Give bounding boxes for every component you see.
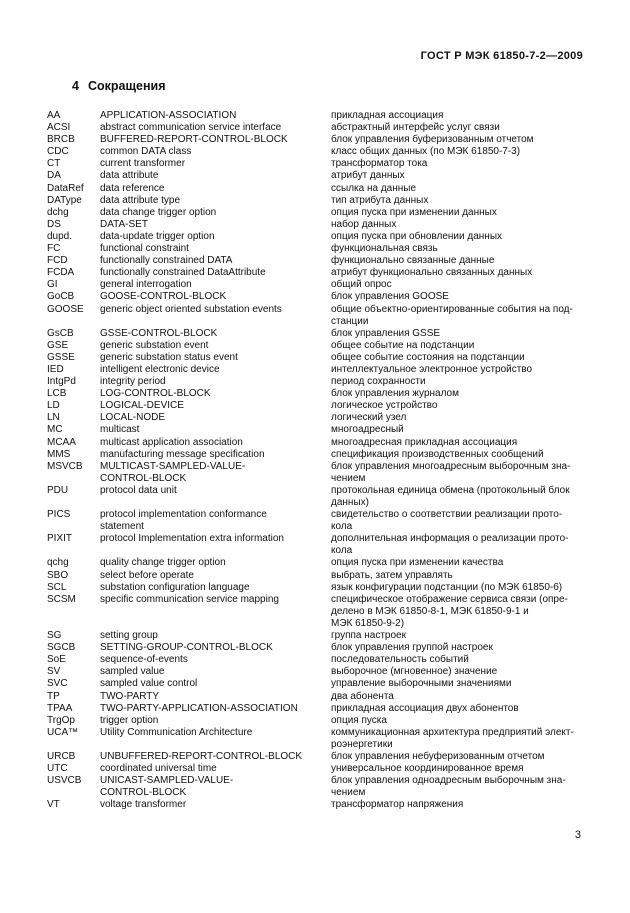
abbreviation: USVCB — [47, 775, 82, 787]
abbreviation: IED — [47, 363, 64, 375]
abbreviation-row — [47, 582, 592, 594]
russian-term: логическое устройство — [331, 400, 438, 412]
english-term: multicast application association — [100, 436, 243, 448]
abbreviation: PIXIT — [47, 533, 73, 545]
english-term: specific communication service mapping — [100, 593, 279, 605]
abbreviation-row — [47, 727, 592, 751]
russian-term: многоадресный — [331, 424, 404, 436]
abbreviation: SCSM — [47, 593, 76, 605]
english-term: MULTICAST-SAMPLED-VALUE- CONTROL-BLOCK — [100, 460, 246, 484]
section-number: 4 — [72, 79, 79, 93]
abbreviation: SV — [47, 666, 61, 678]
abbreviation-row — [47, 763, 592, 775]
abbreviation: LCB — [47, 388, 67, 400]
abbreviation-row — [47, 630, 592, 642]
abbreviation: GOOSE — [47, 303, 84, 315]
abbreviation: CDC — [47, 146, 69, 158]
abbreviation-row — [47, 654, 592, 666]
english-term: LOG-CONTROL-BLOCK — [100, 388, 211, 400]
section-title: Сокращения — [87, 79, 166, 93]
russian-term: функционально связанные данные — [331, 255, 495, 267]
russian-term: коммуникационная архитектура предприятий элект- роэнергетики — [331, 726, 574, 750]
abbreviation-row — [47, 715, 592, 727]
abbreviation: FC — [47, 243, 61, 255]
russian-term: класс общих данных (по МЭК 61850-7-3) — [331, 146, 521, 158]
russian-term: трансформатор напряжения — [331, 799, 464, 811]
english-term: APPLICATION-ASSOCIATION — [100, 110, 237, 121]
russian-term: блок управления небуферизованным отчетом — [331, 750, 545, 762]
russian-term: прикладная ассоциация — [331, 110, 444, 121]
english-term: functionally constrained DataAttribute — [100, 267, 266, 279]
russian-term: блок управления журналом — [331, 388, 459, 400]
abbreviation: MSVCB — [47, 460, 83, 472]
abbreviation-row — [47, 678, 592, 690]
document-header: ГОСТ Р МЭК 61850-7-2—2009 — [420, 50, 583, 62]
abbreviation-row — [47, 449, 592, 461]
abbreviation-row — [47, 231, 592, 243]
abbreviation-row — [47, 666, 592, 678]
abbreviation-row — [47, 207, 592, 219]
abbreviation: PDU — [47, 484, 69, 496]
russian-term: блок управления группой настроек — [331, 642, 493, 654]
abbreviation-row — [47, 304, 592, 328]
abbreviation: SoE — [47, 654, 66, 666]
english-term: data reference — [100, 182, 165, 194]
russian-term: опция пуска при обновлении данных — [331, 230, 503, 242]
english-term: protocol implementation conformance statement — [100, 509, 267, 533]
abbreviation: LD — [47, 400, 60, 412]
abbreviation: dupd. — [47, 230, 73, 242]
abbreviation-row — [47, 352, 592, 364]
english-term: functional constraint — [100, 243, 189, 255]
abbreviation: DataRef — [47, 182, 84, 194]
abbreviation-row — [47, 219, 592, 231]
abbreviation-row — [47, 691, 592, 703]
russian-term: блок управления буферизованным отчетом — [331, 134, 534, 146]
russian-term: общее событие на подстанции — [331, 339, 475, 351]
russian-term: выбрать, затем управлять — [331, 569, 453, 581]
english-term: generic object oriented substation events — [100, 303, 282, 315]
abbreviation: ACSI — [47, 122, 71, 134]
russian-term: общие объектно-ориентированные события на под- станции — [331, 303, 573, 327]
english-term: current transformer — [100, 158, 186, 170]
abbreviation-row — [47, 146, 592, 158]
russian-term: свидетельство о соответствии реализации прото- кола — [331, 509, 563, 533]
abbreviation: URCB — [47, 750, 76, 762]
abbreviation-row — [47, 255, 592, 267]
english-term: Utility Communication Architecture — [100, 726, 253, 738]
abbreviation: GsCB — [47, 327, 74, 339]
abbreviation-row — [47, 279, 592, 291]
abbreviation-row — [47, 412, 592, 424]
english-term: common DATA class — [100, 146, 192, 158]
abbreviation: GI — [47, 279, 58, 291]
abbreviation-row — [47, 364, 592, 376]
abbreviation-row — [47, 158, 592, 170]
abbreviation-row — [47, 243, 592, 255]
abbreviation: VT — [47, 799, 60, 811]
english-term: DATA-SET — [100, 218, 148, 230]
russian-term: тип атрибута данных — [331, 194, 429, 206]
abbreviation-row — [47, 751, 592, 763]
abbreviation-row — [47, 533, 592, 557]
abbreviation: DA — [47, 170, 61, 182]
abbreviation-row — [47, 291, 592, 303]
english-term: quality change trigger option — [100, 557, 226, 569]
russian-term: набор данных — [331, 218, 397, 230]
abbreviation-row — [47, 110, 592, 122]
english-term: protocol data unit — [100, 484, 177, 496]
english-term: TWO-PARTY — [100, 690, 160, 702]
abbreviation-row — [47, 799, 592, 811]
abbreviation: LN — [47, 412, 60, 424]
abbreviation-row — [47, 400, 592, 412]
russian-term: атрибут данных — [331, 170, 405, 182]
russian-term: спецификация производственных сообщений — [331, 448, 544, 460]
page-number: 3 — [574, 829, 581, 841]
english-term: general interrogation — [100, 279, 192, 291]
russian-term: выборочное (мгновенное) значение — [331, 666, 498, 678]
abbreviation-row — [47, 703, 592, 715]
abbreviation-row — [47, 195, 592, 207]
russian-term: логический узел — [331, 412, 407, 424]
english-term: intelligent electronic device — [100, 363, 220, 375]
english-term: SETTING-GROUP-CONTROL-BLOCK — [100, 642, 273, 654]
english-term: functionally constrained DATA — [100, 255, 233, 267]
abbreviation-row — [47, 183, 592, 195]
english-term: integrity period — [100, 376, 166, 388]
russian-term: два абонента — [331, 690, 394, 702]
abbreviation: BRCB — [47, 134, 75, 146]
english-term: sampled value — [100, 666, 165, 678]
abbreviation-row — [47, 424, 592, 436]
english-term: LOGICAL-DEVICE — [100, 400, 184, 412]
english-term: manufacturing message specification — [100, 448, 265, 460]
english-term: data attribute — [100, 170, 159, 182]
russian-term: блок управления GSSE — [331, 327, 441, 339]
english-term: protocol Implementation extra information — [100, 533, 284, 545]
abbreviation: PICS — [47, 509, 71, 521]
abbreviation: MC — [47, 424, 63, 436]
english-term: multicast — [100, 424, 140, 436]
abbreviation-row — [47, 437, 592, 449]
english-term: abstract communication service interface — [100, 122, 282, 134]
russian-term: абстрактный интерфейс услуг связи — [331, 122, 500, 134]
abbreviation: qchg — [47, 557, 69, 569]
russian-term: язык конфигурации подстанции (по МЭК 61850-6) — [331, 581, 563, 593]
english-term: setting group — [100, 630, 158, 642]
english-term: trigger option — [100, 714, 159, 726]
russian-term: атрибут функционально связанных данных — [331, 267, 533, 279]
abbreviation: FCDA — [47, 267, 75, 279]
english-term: data change trigger option — [100, 206, 217, 218]
russian-term: трансформатор тока — [331, 158, 428, 170]
english-term: TWO-PARTY-APPLICATION-ASSOCIATION — [100, 702, 298, 714]
abbreviation-row — [47, 388, 592, 400]
abbreviation-row — [47, 485, 592, 509]
russian-term: интеллектуальное электронное устройство — [331, 363, 533, 375]
russian-term: управление выборочными значениями — [331, 678, 512, 690]
section-heading — [72, 79, 166, 93]
abbreviation: MMS — [47, 448, 71, 460]
abbreviation: TP — [47, 690, 60, 702]
english-term: GSSE-CONTROL-BLOCK — [100, 327, 218, 339]
abbreviation-row — [47, 340, 592, 352]
russian-term: общее событие состояния на подстанции — [331, 351, 525, 363]
english-term: GOOSE-CONTROL-BLOCK — [100, 291, 227, 303]
abbreviation: TPAA — [47, 702, 73, 714]
russian-term: период сохранности — [331, 376, 426, 388]
english-term: generic substation event — [100, 339, 209, 351]
abbreviation-row — [47, 328, 592, 340]
abbreviation-row — [47, 642, 592, 654]
abbreviation-row — [47, 376, 592, 388]
russian-term: ссылка на данные — [331, 182, 417, 194]
english-term: select before operate — [100, 569, 194, 581]
abbreviation: GoCB — [47, 291, 75, 303]
russian-term: прикладная ассоциация двух абонентов — [331, 702, 519, 714]
abbreviation: SBO — [47, 569, 69, 581]
english-term: sampled value control — [100, 678, 198, 690]
russian-term: блок управления GOOSE — [331, 291, 449, 303]
english-term: data-update trigger option — [100, 230, 215, 242]
abbreviation-row — [47, 594, 592, 630]
russian-term: последовательность событий — [331, 654, 469, 666]
abbreviation: SGCB — [47, 642, 76, 654]
russian-term: общий опрос — [331, 279, 392, 291]
abbreviation-row — [47, 170, 592, 182]
russian-term: блок управления многоадресным выборочным зна- чением — [331, 460, 571, 484]
abbreviation: UCA™ — [47, 726, 79, 738]
russian-term: блок управления одноадресным выборочным зна- чением — [331, 775, 566, 799]
abbreviation: DS — [47, 218, 61, 230]
abbreviation: CT — [47, 158, 61, 170]
abbreviation: AA — [47, 110, 61, 121]
english-term: generic substation status event — [100, 351, 238, 363]
english-term: substation configuration language — [100, 581, 250, 593]
abbreviation: SVC — [47, 678, 68, 690]
russian-term: специфическое отображение сервиса связи (опре- делено в МЭК 61850-8-1, МЭК 61850-9-1 и МЭК 61850-9-2) — [331, 593, 568, 629]
russian-term: группа настроек — [331, 630, 406, 642]
russian-term: опция пуска — [331, 714, 387, 726]
english-term: UNICAST-SAMPLED-VALUE- CONTROL-BLOCK — [100, 775, 234, 799]
abbreviation-row — [47, 775, 592, 799]
russian-term: дополнительная информация о реализации прото- кола — [331, 533, 569, 557]
abbreviation: dchg — [47, 206, 69, 218]
abbreviation: GSSE — [47, 351, 75, 363]
abbreviation-row — [47, 509, 592, 533]
english-term: LOCAL-NODE — [100, 412, 166, 424]
abbreviation: MCAA — [47, 436, 76, 448]
russian-term: опция пуска при изменении качества — [331, 557, 504, 569]
abbreviation: UTC — [47, 763, 68, 775]
russian-term: опция пуска при изменении данных — [331, 206, 497, 218]
abbreviation-row — [47, 570, 592, 582]
russian-term: функциональная связь — [331, 243, 438, 255]
abbreviation-list — [47, 110, 592, 811]
abbreviation: IntgPd — [47, 376, 76, 388]
abbreviation-row — [47, 461, 592, 485]
english-term: voltage transformer — [100, 799, 187, 811]
abbreviation-row — [47, 134, 592, 146]
abbreviation: TrgOp — [47, 714, 75, 726]
abbreviation-row — [47, 557, 592, 569]
abbreviation: SCL — [47, 581, 67, 593]
abbreviation-row — [47, 267, 592, 279]
english-term: sequence-of-events — [100, 654, 188, 666]
abbreviation-row — [47, 122, 592, 134]
abbreviation: FCD — [47, 255, 68, 267]
russian-term: многоадресная прикладная ассоциация — [331, 436, 518, 448]
english-term: BUFFERED-REPORT-CONTROL-BLOCK — [100, 134, 288, 146]
abbreviation: DAType — [47, 194, 82, 206]
russian-term: протокольная единица обмена (протокольный блок данных) — [331, 484, 570, 508]
english-term: coordinated universal time — [100, 763, 217, 775]
english-term: data attribute type — [100, 194, 181, 206]
abbreviation: GSE — [47, 339, 69, 351]
abbreviation: SG — [47, 630, 62, 642]
english-term: UNBUFFERED-REPORT-CONTROL-BLOCK — [100, 750, 303, 762]
russian-term: универсальное координированное время — [331, 763, 524, 775]
